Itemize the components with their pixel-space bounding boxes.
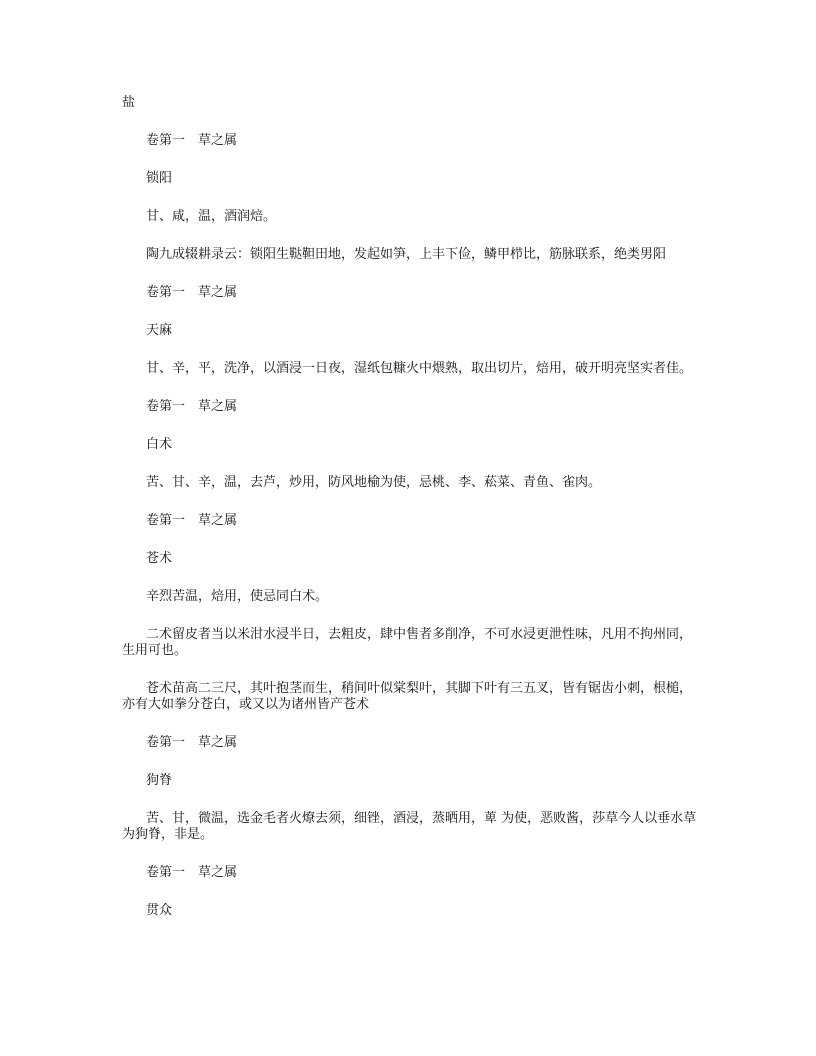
section-heading: 卷第一 草之属 [146,865,238,880]
paragraph-fragment: 盐 [122,95,136,110]
paragraph: 苦、甘、辛，温，去芦，炒用，防风地榆为使，忌桃、李、菘菜、青鱼、雀肉。 [146,475,602,490]
paragraph: 苦、甘，微温，选金毛者火燎去须，细锉，酒浸，蒸晒用，萆 为使，恶败酱，莎草今人以垂水草为狗脊，非是。 [122,811,697,842]
section-heading: 卷第一 草之属 [146,735,238,750]
paragraph: 苍术苗高二三尺，其叶抱茎而生，稍间叶似棠梨叶，其脚下叶有三五叉，皆有锯齿小刺，根槌，亦有大如拳分苍白，或又以为诸州皆产苍术 [122,681,693,712]
entry-title: 锁阳 [146,171,173,186]
entry-title: 苍术 [146,551,173,566]
paragraph: 甘、咸，温，酒润焙。 [146,209,277,224]
paragraph: 二术留皮者当以米泔水浸半日，去粗皮，肆中售者多削净，不可水浸更泄性味，凡用不拘州同，生用可也。 [122,627,693,658]
paragraph: 陶九成辍耕录云：锁阳生鞑靼田地，发起如笋，上丰下俭，鳞甲栉比，筋脉联系，绝类男阳 [146,247,667,262]
section-heading: 卷第一 草之属 [146,285,238,300]
entry-title: 天麻 [146,323,173,338]
section-heading: 卷第一 草之属 [146,399,238,414]
paragraph: 甘、辛，平，洗净，以酒浸一日夜，湿纸包糠火中煨熟，取出切片，焙用，破开明亮坚实者佳。 [146,361,693,376]
paragraph: 辛烈苦温，焙用，使忌同白术。 [146,589,329,604]
entry-title: 贯众 [146,903,173,918]
entry-title: 狗脊 [146,773,173,788]
entry-title: 白术 [146,437,173,452]
section-heading: 卷第一 草之属 [146,513,238,528]
document-page [122,95,698,941]
section-heading: 卷第一 草之属 [146,133,238,148]
